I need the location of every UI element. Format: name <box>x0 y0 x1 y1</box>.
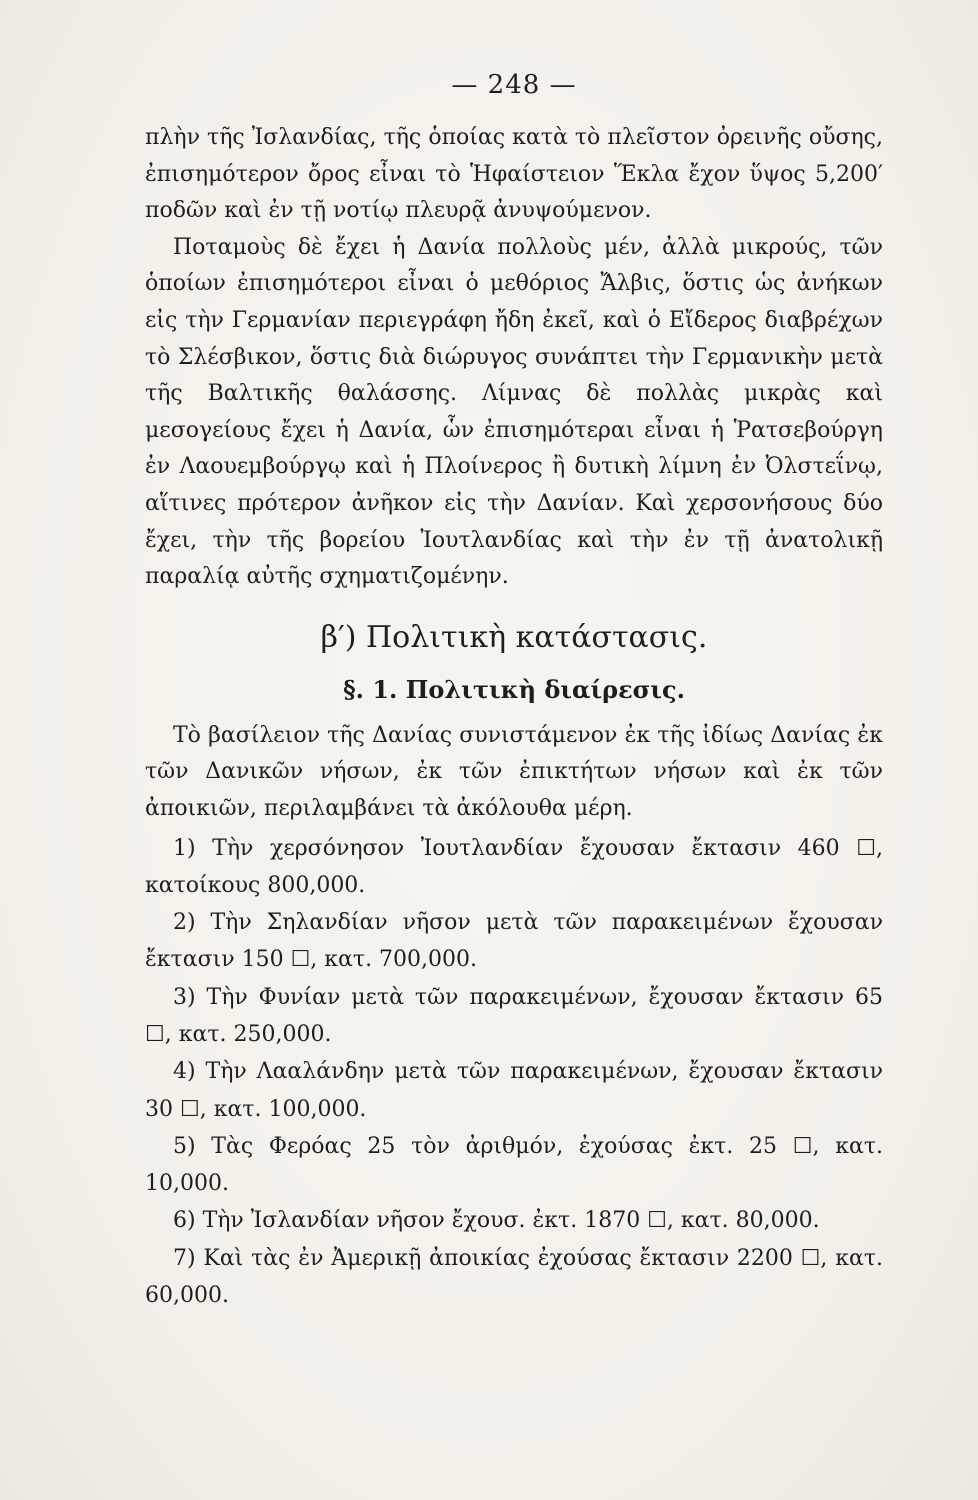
list-item: 2) Τὴν Σηλανδίαν νῆσον μετὰ τῶν παρακειμένων ἔχουσαν ἔκτασιν 150 ☐, κατ. 700,000. <box>145 910 883 973</box>
list-item: 4) Τὴν Λααλάνδην μετὰ τῶν παρακειμένων, ἔχουσαν ἔκτασιν 30 ☐, κατ. 100,000. <box>145 1059 883 1122</box>
subsection-heading: §. 1. Πολιτικὴ διαίρεσις. <box>343 674 685 704</box>
list-item: 7) Καὶ τὰς ἐν Ἀμερικῇ ἀποικίας ἐχούσας ἔκτασιν 2200 ☐, κατ. 60,000. <box>145 1245 883 1309</box>
list-item: 5) Τὰς Φερόας 25 τὸν ἀριθμόν, ἐχούσας ἐκτ. 25 ☐, κατ. 10,000. <box>145 1133 883 1197</box>
division-list <box>145 830 883 1315</box>
paragraph-rivers-lakes: Ποταμοὺς δὲ ἔχει ἡ Δανία πολλοὺς μέν, ἀλλὰ μικρούς, τῶν ὁποίων ἐπισημότεροι εἶναι ὁ μεθόριος Ἄλβις, ὅστις ὡς ἀνήκων εἰς τὴν Γερμανίαν περιεγράφη ἤδη ἐκεῖ, καὶ ὁ Εἴδερος διαβρέχων τὸ Σλέσβικον, ὅστις διὰ διώρυγος συνάπτει τὴν Γερμανικὴν μετὰ τῆς Βαλτικῆς θαλάσσης. Λίμνας δὲ πολλὰς μικρὰς καὶ μεσογείους ἔχει ἡ Δανία, ὧν ἐπισημότεραι εἶναι ἡ Ῥατσεβούργη ἐν Λαουεμβούργῳ καὶ ἡ Πλοίνερος ἢ δυτικὴ λίμνη ἐν Ὀλστεΐνῳ, αἵτινες πρότερον ἀνῆκον εἰς τὴν Δανίαν. Καὶ χερσονήσους δύο ἔχει, τὴν τῆς βορείου Ἰουτλανδίας καὶ τὴν ἐν τῇ ἀνατολικῇ παραλίᾳ αὐτῆς σχηματιζομένην. <box>145 234 883 590</box>
text-column <box>145 70 883 1314</box>
page-number: — 248 — <box>451 70 577 100</box>
paragraph-kingdom: Τὸ βασίλειον τῆς Δανίας συνιστάμενον ἐκ τῆς ἰδίως Δανίας ἐκ τῶν Δανικῶν νήσων, ἐκ τῶν ἐπικτήτων νήσων καὶ ἐκ τῶν ἀποικιῶν, περιλαμβάνει τὰ ἀκόλουθα μέρη. <box>145 722 883 821</box>
list-item: 3) Τὴν Φυνίαν μετὰ τῶν παρακειμένων, ἔχουσαν ἔκτασιν 65 ☐, κατ. 250,000. <box>145 984 883 1047</box>
paragraph-continued: πλὴν τῆς Ἰσλανδίας, τῆς ὁποίας κατὰ τὸ πλεῖστον ὀρεινῆς οὔσης, ἐπισημότερον ὄρος εἶναι τὸ Ἡφαίστειον Ἕκλα ἔχον ὕψος 5,200′ ποδῶν καὶ ἐν τῇ νοτίῳ πλευρᾷ ἀνυψούμενον. <box>145 125 883 224</box>
list-item: 6) Τὴν Ἰσλανδίαν νῆσον ἔχουσ. ἐκτ. 1870 ☐, κατ. 80,000. <box>173 1208 820 1234</box>
list-item: 1) Τὴν χερσόνησον Ἰουτλανδίαν ἔχουσαν ἔκτασιν 460 ☐, κατοίκους 800,000. <box>145 835 883 898</box>
section-heading: β′) Πολιτικὴ κατάστασις. <box>320 619 708 655</box>
